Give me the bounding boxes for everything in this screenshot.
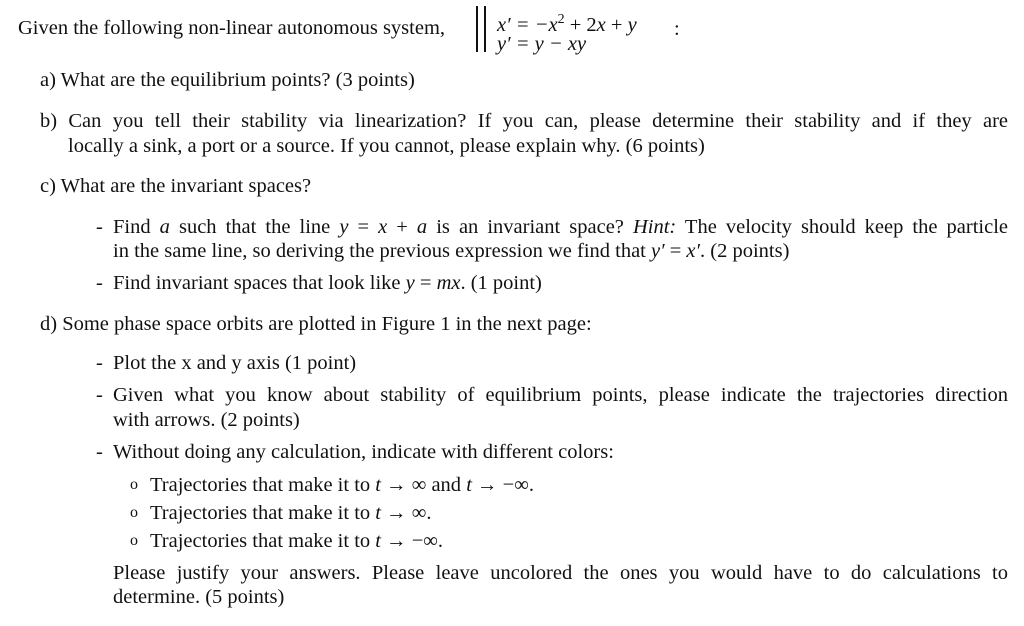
math-text: y′ (651, 240, 665, 262)
math-text: x′ = −x (497, 13, 558, 36)
text-line (113, 561, 1008, 585)
bullet-dash: - (96, 216, 103, 238)
math-text: t (375, 502, 381, 524)
bullet-dash: - (96, 272, 103, 294)
equation-colon: : (674, 18, 680, 40)
text-segment: Given the following non-linear autonomous system, (18, 17, 446, 39)
equation-y (497, 32, 586, 56)
text-segment: → −∞. (380, 530, 444, 552)
text-segment: + (387, 216, 417, 238)
text-segment: Trajectories that make it to (150, 474, 376, 496)
math-text: y (339, 216, 349, 238)
text-segment: . (1 point) (460, 272, 542, 294)
text-line (113, 440, 614, 464)
text-segment: d) Some phase space orbits are plotted in Figure 1 in the next page: (40, 313, 592, 335)
text-segment: → ∞ and (380, 474, 467, 496)
text-line (68, 134, 705, 158)
text-segment: is an invariant space? (427, 216, 633, 238)
text-line (40, 312, 592, 336)
text-segment: c) What are the invariant spaces? (40, 175, 312, 197)
text-segment: such that the line (169, 216, 340, 238)
math-text: t (466, 474, 472, 496)
text-segment: a) What are the equilibrium points? (3 points) (40, 69, 415, 91)
text-segment: → −∞. (471, 474, 534, 496)
text-line (40, 174, 311, 198)
text-line (150, 501, 431, 525)
math-text: x (378, 216, 388, 238)
text-line (113, 215, 1008, 239)
bullet-dash: - (96, 441, 103, 463)
text-line (150, 473, 534, 497)
math-text: a (159, 216, 170, 238)
text-segment: = (664, 240, 687, 262)
text-line (18, 16, 445, 40)
math-text: y′ = y − xy (497, 33, 587, 55)
math-text: t (375, 530, 381, 552)
text-segment: locally a sink, a port or a source. If you cannot, please explain why. (6 points) (68, 135, 705, 157)
text-segment: + 2 (564, 13, 597, 36)
text-segment: = (348, 216, 379, 238)
text-segment: Without doing any calculation, indicate with different colors: (113, 441, 614, 463)
bullet-circle: o (130, 476, 138, 493)
text-segment: in the same line, so deriving the previous expression we find that (113, 240, 652, 262)
text-segment: Find (113, 216, 160, 238)
text-segment: Plot the x and y axis (1 point) (113, 352, 357, 374)
text-segment: The velocity should keep the particle (676, 216, 1008, 238)
text-line (113, 271, 542, 295)
math-text: y (405, 272, 415, 294)
text-line (150, 529, 443, 553)
text-segment: Find invariant spaces that look like (113, 272, 406, 294)
math-text: y (627, 13, 637, 36)
text-segment: with arrows. (2 points) (113, 409, 300, 431)
bullet-dash: - (96, 384, 103, 406)
text-segment: 2 (557, 12, 565, 27)
math-text: x (596, 13, 606, 36)
bullet-circle: o (130, 532, 138, 549)
text-segment: Trajectories that make it to (150, 502, 376, 524)
text-line (113, 408, 300, 432)
text-segment: b) Can you tell their stability via linearization? If you can, please determine their stability and if they are (40, 110, 1008, 132)
text-line (113, 239, 789, 263)
math-text: Hint: (632, 216, 677, 238)
text-segment: Given what you know about stability of equilibrium points, please indicate the trajectories direction (113, 384, 1008, 406)
text-line (40, 68, 415, 92)
math-text: a (416, 216, 428, 238)
text-line (113, 585, 284, 609)
text-segment: determine. (5 points) (113, 586, 285, 608)
text-segment: + (605, 13, 628, 36)
text-line (113, 351, 356, 375)
math-text: mx (436, 272, 461, 294)
system-bars (476, 6, 486, 52)
text-segment: . (2 points) (700, 240, 790, 262)
math-text: x′ (686, 240, 701, 262)
text-line (40, 109, 1008, 133)
bullet-circle: o (130, 504, 138, 521)
math-text: t (375, 474, 381, 496)
bullet-dash: - (96, 352, 103, 374)
text-line (113, 383, 1008, 407)
text-segment: Please justify your answers. Please leave uncolored the ones you would have to do calculations to (113, 562, 1008, 584)
text-segment: Trajectories that make it to (150, 530, 376, 552)
text-segment: = (414, 272, 437, 294)
text-segment: → ∞. (380, 502, 432, 524)
